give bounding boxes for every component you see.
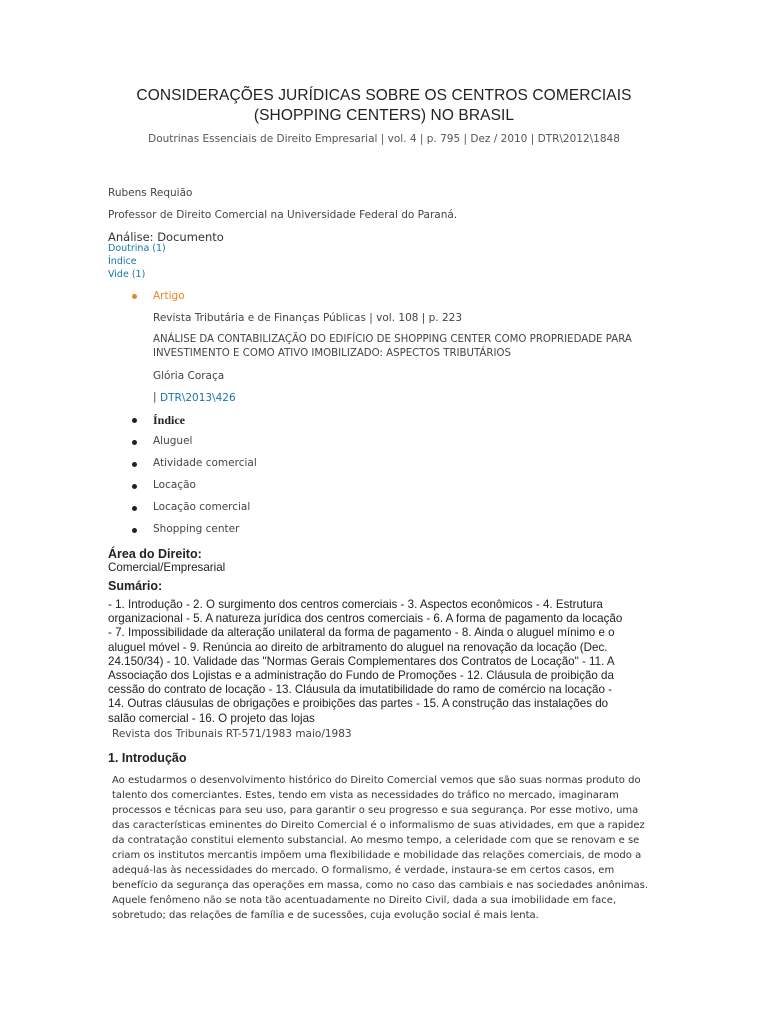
intro-line: benefício da segurança das operações em massa, como no caso das cambiais e nas sociedades anônimas.: [112, 880, 649, 891]
indice-item: Aluguel: [153, 435, 193, 447]
intro-heading: 1. Introdução: [108, 751, 187, 765]
artigo-source: Revista Tributária e de Finanças Públicas | vol. 108 | p. 223: [153, 312, 463, 324]
sumario-heading: Sumário:: [108, 579, 163, 593]
sumario-line: organizacional - 5. A natureza jurídica dos centros comerciais - 6. A forma de pagamento da locação: [108, 612, 623, 626]
intro-line: das características eminentes do Direito Comercial é o informalismo de suas atividades, em que a rapidez: [112, 820, 645, 831]
intro-line: processos e técnicas para seu uso, para garantir o seu progresso e sua segurança. Por esse motivo, uma: [112, 805, 639, 816]
sumario-line: aluguel móvel - 9. Renúncia ao direito de arbitramento do aluguel na renovação da locação (Dec.: [108, 640, 608, 654]
bullet-icon: [132, 440, 137, 445]
intro-line: sobretudo; das relações de família e de sucessões, cuja evolução social é mais lenta.: [112, 910, 539, 921]
bullet-icon: [132, 506, 137, 511]
bullet-icon: [132, 484, 137, 489]
sumario-line: 24.150/34) - 10. Validade das "Normas Gerais Complementares dos Contratos de Locação" - 11. A: [108, 654, 615, 668]
artigo-ref-prefix: |: [153, 391, 157, 403]
author-affiliation: Professor de Direito Comercial na Universidade Federal do Paraná.: [108, 209, 458, 221]
intro-line: Ao estudarmos o desenvolvimento histórico do Direito Comercial vemos que são suas normas produto do: [112, 775, 641, 786]
bullet-icon: [132, 462, 137, 467]
bullet-icon: [132, 418, 137, 423]
intro-paragraph: [112, 773, 658, 923]
indice-item: Atividade comercial: [153, 457, 257, 469]
artigo-title-line-1: ANÁLISE DA CONTABILIZAÇÃO DO EDIFÍCIO DE SHOPPING CENTER COMO PROPRIEDADE PARA: [153, 334, 632, 345]
bullet-icon: [132, 294, 137, 299]
indice-heading: Índice: [153, 413, 186, 427]
sumario-line: 14. Outras cláusulas de obrigações e proibições das partes - 15. A construção das instalações do: [108, 697, 609, 711]
artigo-label[interactable]: Artigo: [153, 290, 185, 302]
sumario-line: - 7. Impossibilidade da alteração unilateral da forma de pagamento - 8. Ainda o aluguel mínimo e o: [108, 626, 615, 640]
intro-line: criam os institutos mercantis impõem uma flexibilidade e mobilidade das relações comerciais, de modo a: [112, 850, 642, 861]
intro-line: talento dos comerciantes. Estes, tendo em vista as necessidades do tráfico no mercado, imaginaram: [112, 790, 619, 801]
title-line-1: CONSIDERAÇÕES JURÍDICAS SOBRE OS CENTROS COMERCIAIS: [136, 87, 632, 104]
bullet-icon: [132, 528, 137, 533]
area-value: Comercial/Empresarial: [108, 561, 226, 574]
intro-line: adequá-las às necessidades do mercado. O formalismo, é verdade, instaura-se em certos casos, em: [112, 865, 615, 876]
analise-label: Análise: Documento: [108, 230, 224, 244]
author-name: Rubens Requião: [108, 187, 193, 199]
indice-item: Locação comercial: [153, 501, 251, 513]
sumario-line: salão comercial - 16. O projeto das lojas: [108, 711, 315, 725]
artigo-title-line-2: INVESTIMENTO E COMO ATIVO IMOBILIZADO: ASPECTOS TRIBUTÁRIOS: [153, 348, 511, 359]
title-line-2: (SHOPPING CENTERS) NO BRASIL: [253, 107, 515, 124]
link-vide[interactable]: Vide (1): [108, 269, 146, 280]
indice-item: Shopping center: [153, 523, 240, 535]
document-title: [60, 86, 708, 126]
document-subtitle: Doutrinas Essenciais de Direito Empresarial | vol. 4 | p. 795 | Dez / 2010 | DTR\2012\1848: [148, 133, 620, 145]
artigo-author: Glória Coraça: [153, 370, 225, 382]
sumario-line: - 1. Introdução - 2. O surgimento dos centros comerciais - 3. Aspectos econômicos - 4. Estrutura: [108, 598, 603, 611]
indice-item: Locação: [153, 479, 196, 491]
sumario-line: Associação dos Lojistas e a administração do Fundo de Promoções - 12. Cláusula de proibição da: [108, 669, 614, 683]
intro-line: da contratação constitui elemento substancial. Ao mesmo tempo, a celeridade com que se renovam e se: [112, 835, 640, 846]
sumario-text: [108, 598, 668, 726]
revista-citation: Revista dos Tribunais RT-571/1983 maio/1983: [112, 728, 352, 740]
artigo-ref-link[interactable]: DTR\2013\426: [160, 392, 236, 404]
intro-line: Aquele fenômeno não se nota tão acentuadamente no Direito Civil, dada a sua imobilidade em face,: [112, 895, 617, 906]
area-heading: Área do Direito:: [108, 547, 202, 561]
link-doutrina[interactable]: Doutrina (1): [108, 243, 166, 254]
link-indice[interactable]: Índice: [108, 256, 137, 267]
sumario-line: cessão do contrato de locação - 13. Cláusula da imutatibilidade do ramo de comércio na locação -: [108, 683, 612, 697]
